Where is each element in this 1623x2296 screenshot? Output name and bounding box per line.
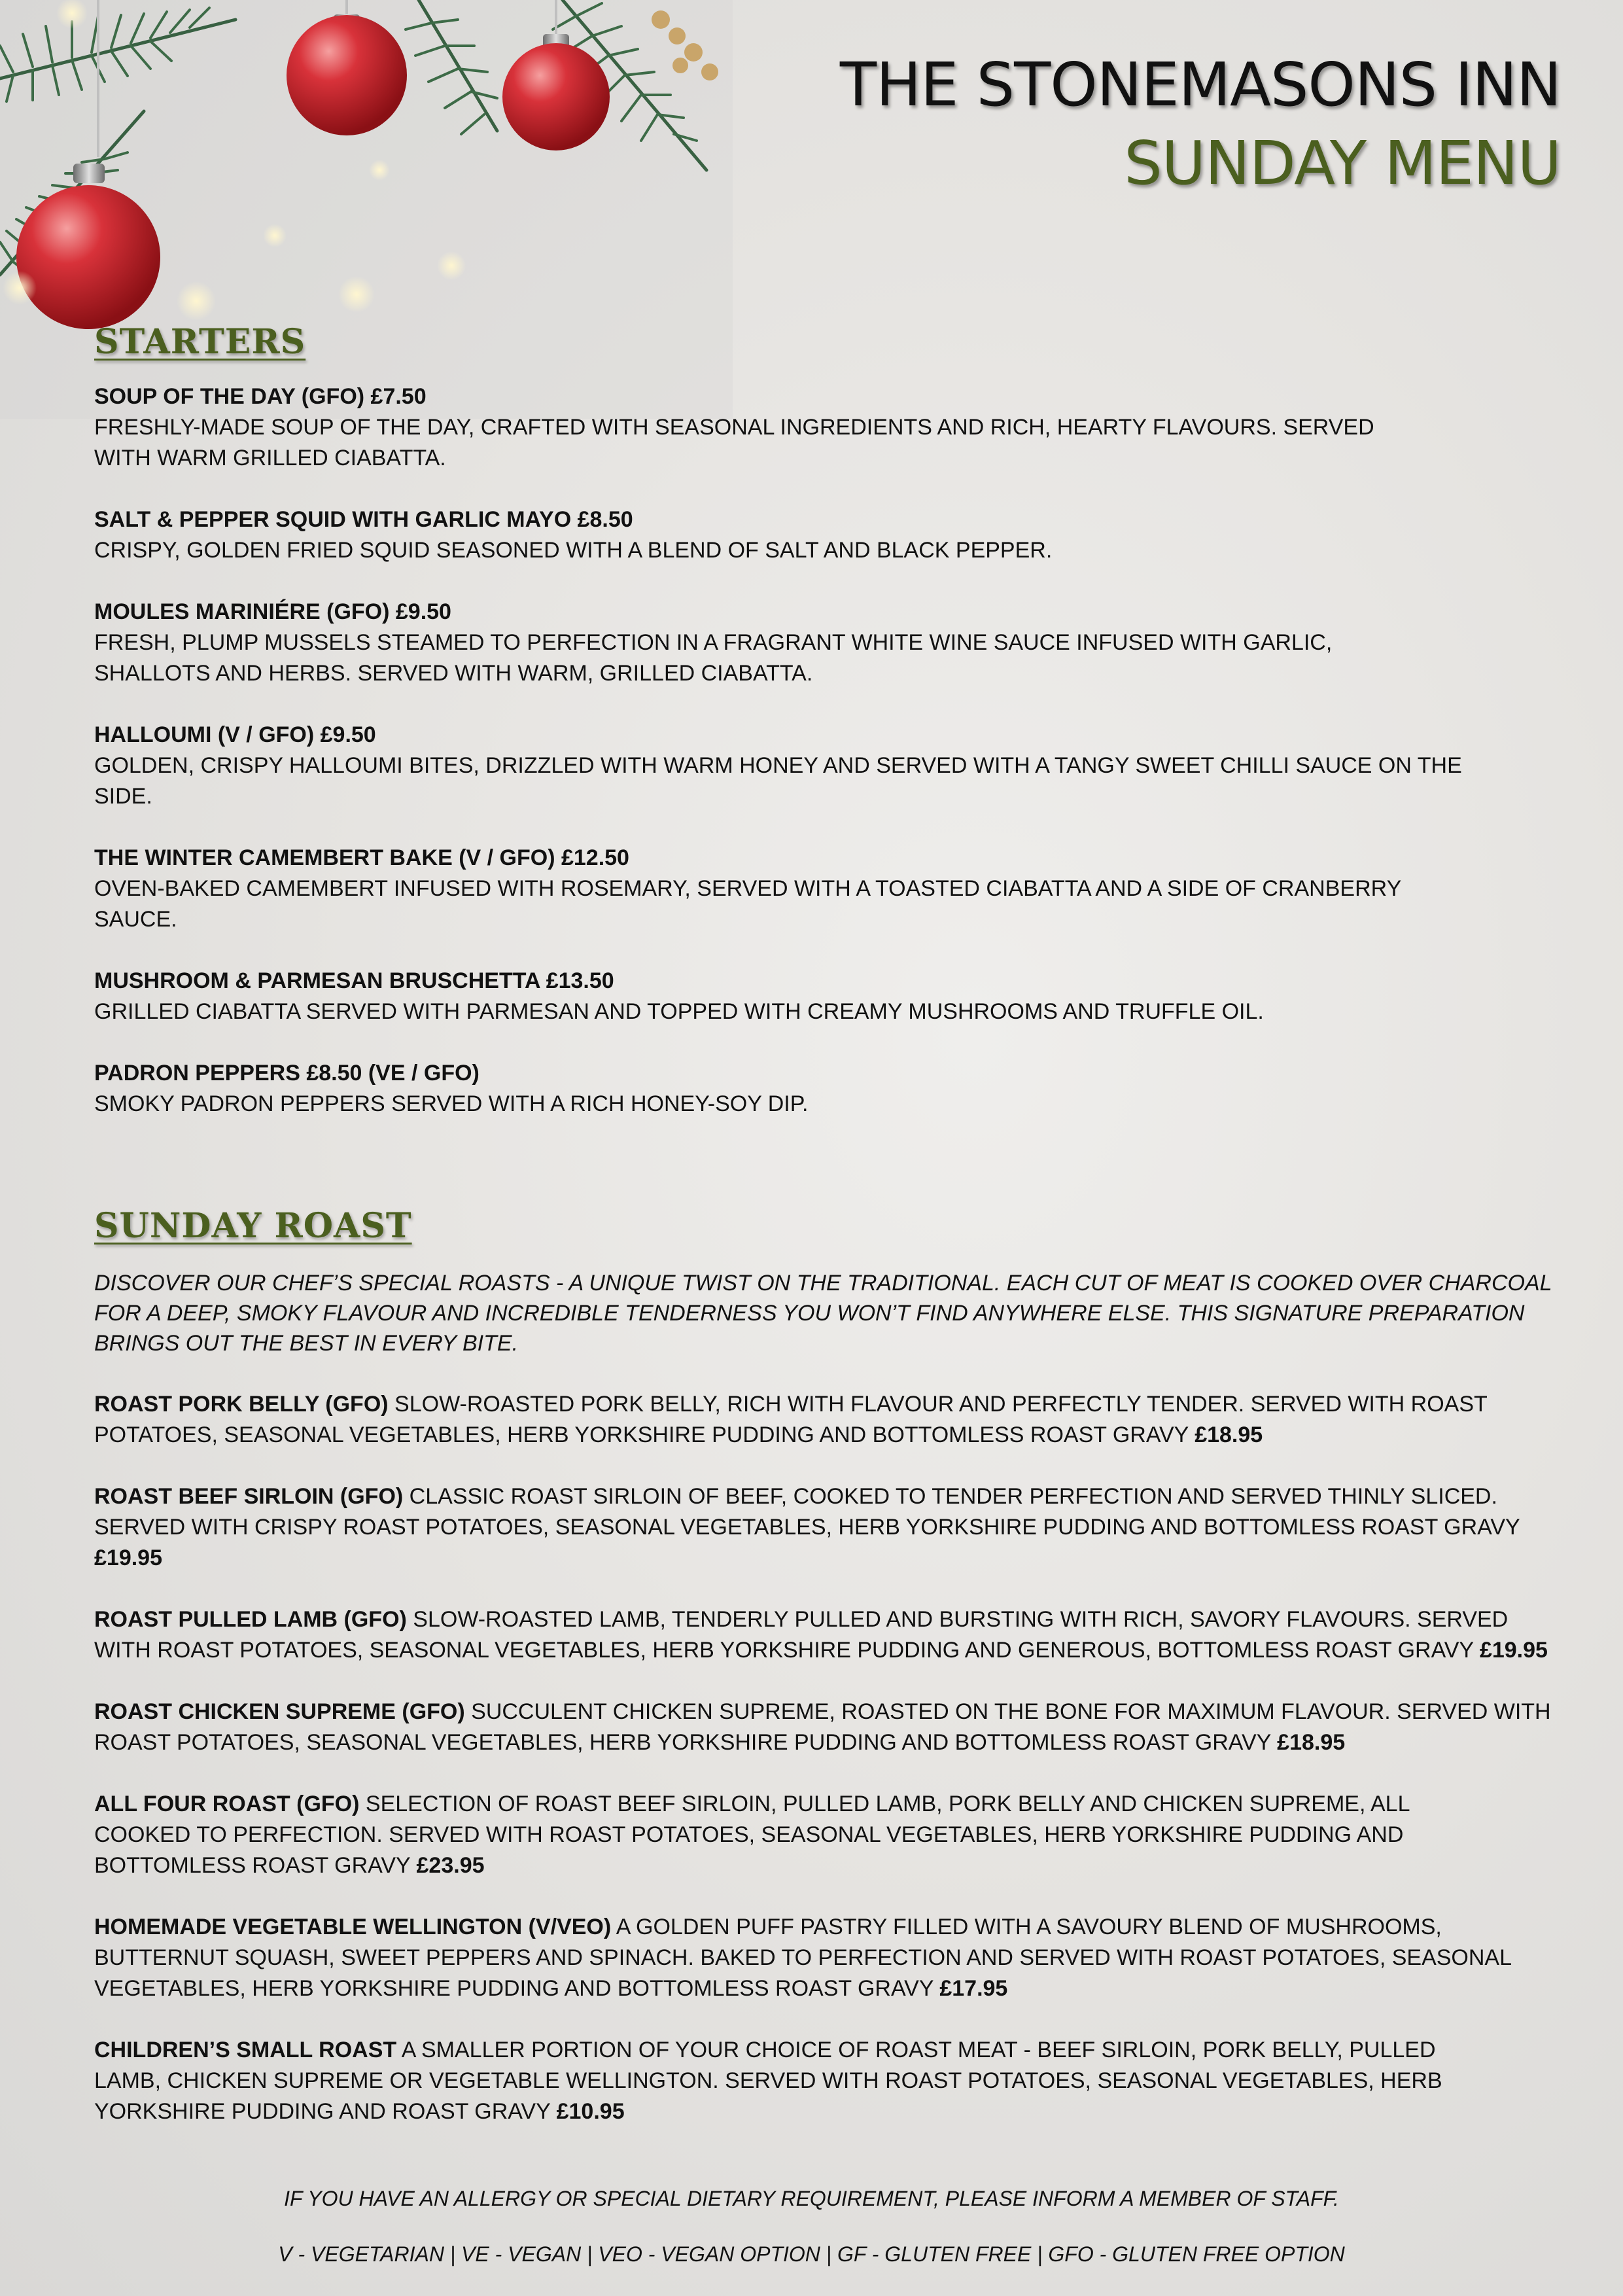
allergy-notice: IF YOU HAVE AN ALLERGY OR SPECIAL DIETARY REQUIREMENT, PLEASE INFORM A MEMBER OF STAFF. [284, 2187, 1339, 2210]
item-name: HOMEMADE VEGETABLE WELLINGTON (V/VEO) [94, 1915, 612, 1939]
item-description: FRESHLY-MADE SOUP OF THE DAY, CRAFTED WITH SEASONAL INGREDIENTS AND RICH, HEARTY FLAVOURS. SERVED WITH WARM GRILLED CIABATTA. [94, 415, 1374, 470]
sunday-roast-section [94, 1206, 1560, 2127]
item-name: SALT & PEPPER SQUID WITH GARLIC MAYO £8.50 [94, 507, 633, 532]
item-description: SELECTION OF ROAST BEEF SIRLOIN, PULLED LAMB, PORK BELLY AND CHICKEN SUPREME, ALL COOKED TO PERFECTION. SERVED WITH ROAST POTATOES, SEASONAL VEGETABLES, HERB YORKSHIRE PUDDING AND BOTTOMLESS ROAST GRAVY [94, 1792, 1410, 1878]
sunday-roast-heading: SUNDAY ROAST [94, 1206, 412, 1246]
menu-item [94, 1789, 1494, 1881]
item-name: THE WINTER CAMEMBERT BAKE (V / GFO) £12.50 [94, 845, 629, 870]
item-price: £18.95 [1277, 1730, 1346, 1755]
menu-item [94, 2035, 1507, 2127]
item-price: £18.95 [1195, 1422, 1263, 1447]
menu-item [94, 720, 1560, 812]
item-description: OVEN-BAKED CAMEMBERT INFUSED WITH ROSEMARY, SERVED WITH A TOASTED CIABATTA AND A SIDE OF CRANBERRY SAUCE. [94, 876, 1401, 932]
menu-item [94, 843, 1560, 935]
menu-item [94, 1697, 1553, 1758]
item-description: CRISPY, GOLDEN FRIED SQUID SEASONED WITH A BLEND OF SALT AND BLACK PEPPER. [94, 538, 1053, 563]
menu-item [94, 1481, 1560, 1574]
item-description: A SMALLER PORTION OF YOUR CHOICE OF ROAST MEAT - BEEF SIRLOIN, PORK BELLY, PULLED LAMB, CHICKEN SUPREME OR VEGETABLE WELLINGTON. SERVED WITH ROAST POTATOES, SEASONAL VEGETABLES, HERB YORKSHIRE PUDDING AND ROAST GRAVY [94, 2038, 1442, 2124]
menu-title: SUNDAY MENU [1124, 128, 1561, 198]
inn-name: THE STONEMASONS INN [839, 50, 1561, 120]
menu-item [94, 1058, 1560, 1120]
item-name: ALL FOUR ROAST (GFO) [94, 1792, 360, 1816]
item-description: A GOLDEN PUFF PASTRY FILLED WITH A SAVOURY BLEND OF MUSHROOMS, BUTTERNUT SQUASH, SWEET PEPPERS AND SPINACH. BAKED TO PERFECTION AND SERVED WITH ROAST POTATOES, SEASONAL VEGETABLES, HERB YORKSHIRE PUDDING AND BOTTOMLESS ROAST GRAVY [94, 1915, 1511, 2001]
item-description: SUCCULENT CHICKEN SUPREME, ROASTED ON THE BONE FOR MAXIMUM FLAVOUR. SERVED WITH ROAST POTATOES, SEASONAL VEGETABLES, HERB YORKSHIRE PUDDING AND BOTTOMLESS ROAST GRAVY [94, 1699, 1551, 1755]
item-name: MUSHROOM & PARMESAN BRUSCHETTA £13.50 [94, 968, 614, 993]
item-name: MOULES MARINIÉRE (GFO) £9.50 [94, 599, 451, 624]
item-name: CHILDREN’S SMALL ROAST [94, 2038, 397, 2062]
menu-item [94, 1912, 1533, 2004]
roast-intro: DISCOVER OUR CHEF’S SPECIAL ROASTS - A UNIQUE TWIST ON THE TRADITIONAL. EACH CUT OF MEAT IS COOKED OVER CHARCOAL FOR A DEEP, SMOKY FLAVOUR AND INCREDIBLE TENDERNESS YOU WON’T FIND ANYWHERE ELSE. THIS SIGNATURE PREPARATION BRINGS OUT THE BEST IN EVERY BITE. [94, 1271, 1552, 1356]
item-name: SOUP OF THE DAY (GFO) £7.50 [94, 384, 427, 409]
menu-item [94, 966, 1560, 1027]
dietary-key: V - VEGETARIAN | VE - VEGAN | VEO - VEGAN OPTION | GF - GLUTEN FREE | GFO - GLUTEN FREE OPTION [278, 2242, 1345, 2266]
item-description: GOLDEN, CRISPY HALLOUMI BITES, DRIZZLED WITH WARM HONEY AND SERVED WITH A TANGY SWEET CHILLI SAUCE ON THE SIDE. [94, 753, 1462, 809]
item-description: SLOW-ROASTED LAMB, TENDERLY PULLED AND BURSTING WITH RICH, SAVORY FLAVOURS. SERVED WITH ROAST POTATOES, SEASONAL VEGETABLES, HERB YORKSHIRE PUDDING AND GENEROUS, BOTTOMLESS ROAST GRAVY [94, 1607, 1509, 1663]
menu-item [94, 381, 1560, 474]
item-price: £10.95 [556, 2099, 625, 2124]
item-name: ROAST PULLED LAMB (GFO) [94, 1607, 407, 1632]
item-name: ROAST CHICKEN SUPREME (GFO) [94, 1699, 465, 1724]
item-name: PADRON PEPPERS £8.50 (VE / GFO) [94, 1061, 480, 1086]
menu-item [94, 504, 1560, 566]
item-description: SLOW-ROASTED PORK BELLY, RICH WITH FLAVOUR AND PERFECTLY TENDER. SERVED WITH ROAST POTATOES, SEASONAL VEGETABLES, HERB YORKSHIRE PUDDING AND BOTTOMLESS ROAST GRAVY [94, 1392, 1488, 1447]
starters-heading: STARTERS [94, 322, 306, 362]
menu-item [94, 1604, 1553, 1666]
item-description: FRESH, PLUMP MUSSELS STEAMED TO PERFECTION IN A FRAGRANT WHITE WINE SAUCE INFUSED WITH GARLIC, SHALLOTS AND HERBS. SERVED WITH WARM, GRILLED CIABATTA. [94, 630, 1333, 686]
item-price: £17.95 [939, 1976, 1008, 2001]
menu-item [94, 1389, 1553, 1451]
item-description: CLASSIC ROAST SIRLOIN OF BEEF, COOKED TO TENDER PERFECTION AND SERVED THINLY SLICED. SERVED WITH CRISPY ROAST POTATOES, SEASONAL VEGETABLES, HERB YORKSHIRE PUDDING AND BOTTOMLESS ROAST GRAVY [94, 1484, 1520, 1540]
menu-header [840, 46, 1561, 202]
item-name: HALLOUMI (V / GFO) £9.50 [94, 722, 376, 747]
item-description: SMOKY PADRON PEPPERS SERVED WITH A RICH HONEY-SOY DIP. [94, 1091, 809, 1116]
starters-section [94, 322, 1560, 1120]
item-price: £19.95 [94, 1545, 162, 1570]
menu-item [94, 597, 1560, 689]
item-description: GRILLED CIABATTA SERVED WITH PARMESAN AND TOPPED WITH CREAMY MUSHROOMS AND TRUFFLE OIL. [94, 999, 1264, 1024]
item-price: £23.95 [416, 1853, 485, 1878]
item-name: ROAST BEEF SIRLOIN (GFO) [94, 1484, 404, 1509]
item-name: ROAST PORK BELLY (GFO) [94, 1392, 389, 1417]
item-price: £19.95 [1479, 1638, 1548, 1663]
